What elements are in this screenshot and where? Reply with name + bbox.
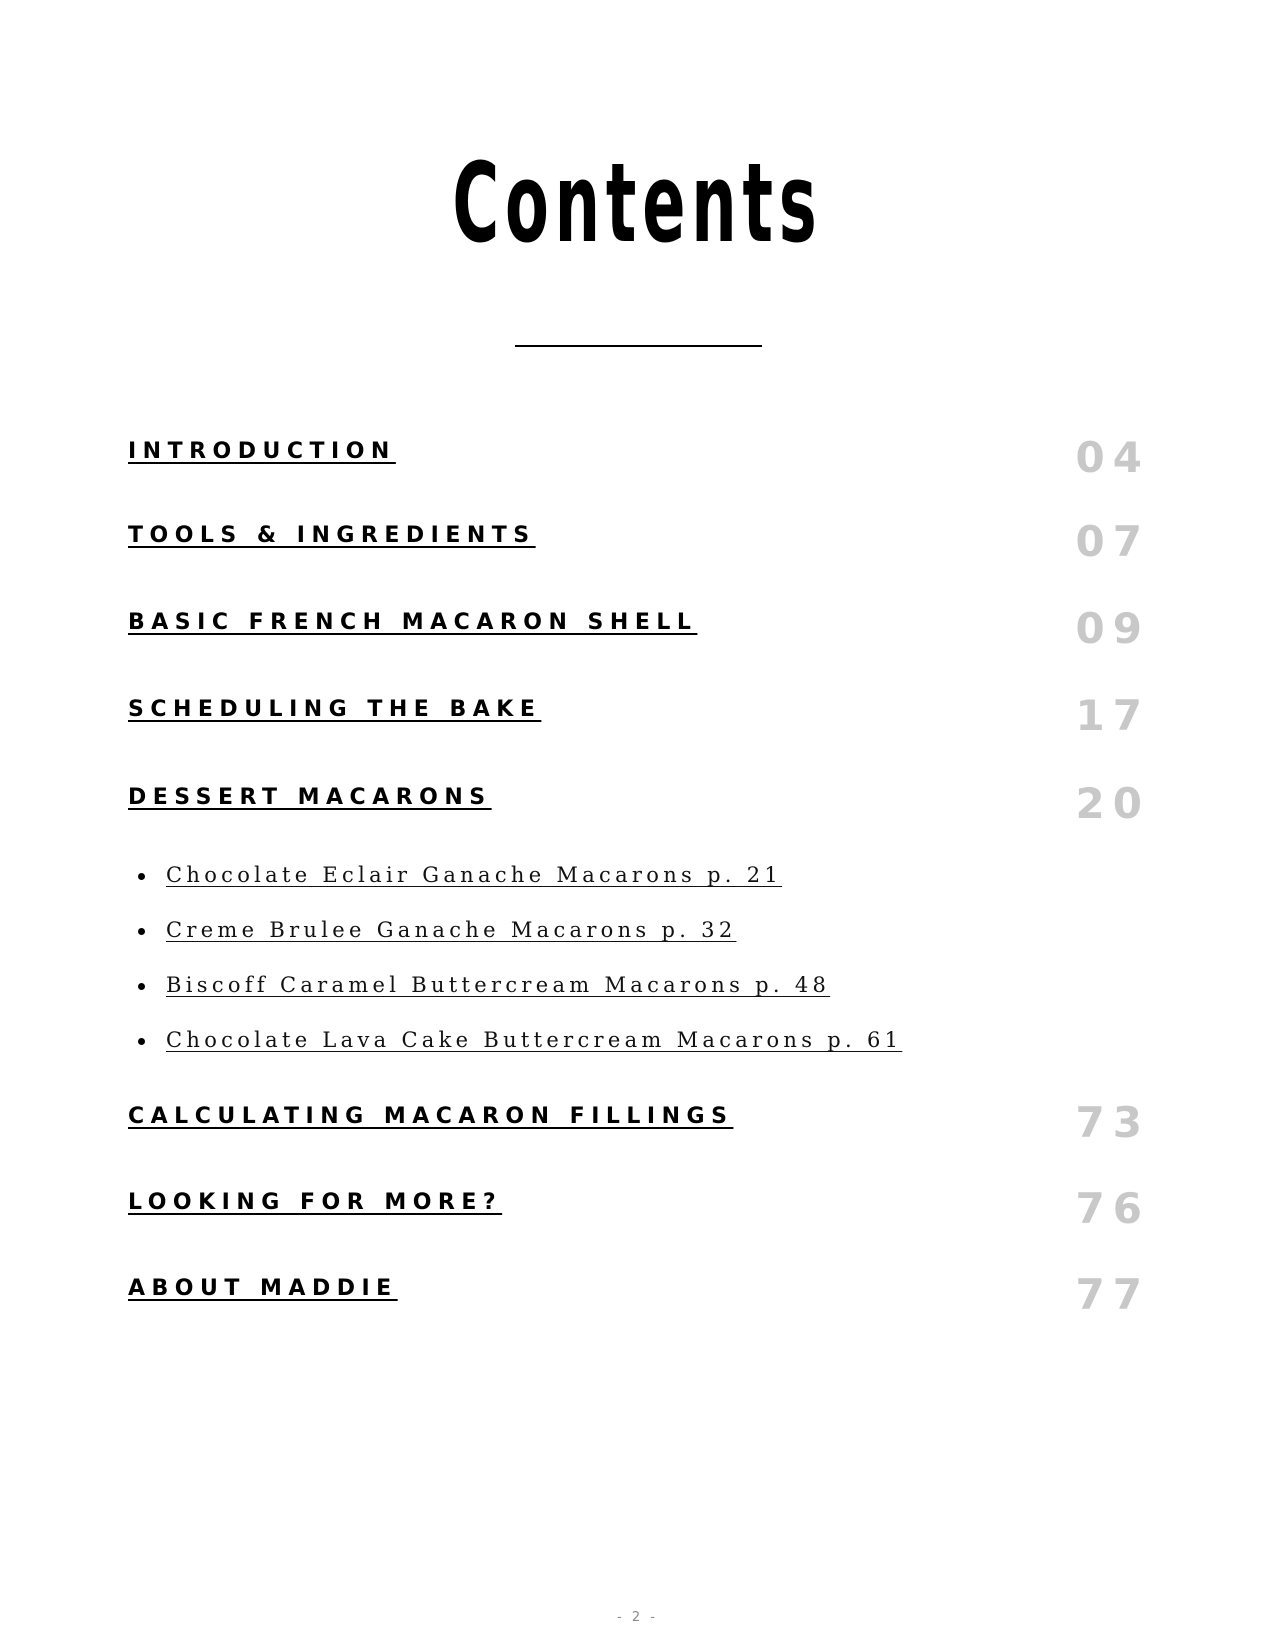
toc-link-basic-shell[interactable]: BASIC FRENCH MACARON SHELL xyxy=(128,610,698,635)
title-divider xyxy=(515,345,762,347)
recipe-link[interactable]: Biscoff Caramel Buttercream Macarons p. 48 xyxy=(166,973,831,997)
toc-entry-scheduling xyxy=(0,691,1275,746)
toc-link-dessert-macarons[interactable]: DESSERT MACARONS xyxy=(128,785,492,810)
toc-page-number: 04 xyxy=(1075,433,1150,482)
bullet-icon xyxy=(138,928,145,935)
toc-entry-basic-shell xyxy=(0,604,1275,659)
toc-entry-introduction xyxy=(0,433,1275,488)
page-number-footer: - 2 - xyxy=(617,1610,658,1625)
toc-page-number: 76 xyxy=(1075,1184,1150,1233)
bullet-icon xyxy=(138,873,145,880)
toc-link-scheduling[interactable]: SCHEDULING THE BAKE xyxy=(128,697,542,722)
page-title: Contents xyxy=(452,139,823,267)
toc-entry-dessert-macarons xyxy=(0,779,1275,834)
bullet-icon xyxy=(138,983,145,990)
toc-page-number: 73 xyxy=(1075,1098,1150,1147)
recipe-link[interactable]: Creme Brulee Ganache Macarons p. 32 xyxy=(166,918,737,942)
recipe-link[interactable]: Chocolate Eclair Ganache Macarons p. 21 xyxy=(166,863,783,887)
toc-link-about-maddie[interactable]: ABOUT MADDIE xyxy=(128,1276,398,1301)
toc-link-looking-for-more[interactable]: LOOKING FOR MORE? xyxy=(128,1190,503,1215)
toc-page-number: 20 xyxy=(1075,779,1150,828)
toc-entry-about-maddie xyxy=(0,1270,1275,1325)
toc-page-number: 07 xyxy=(1075,517,1150,566)
toc-page-number: 09 xyxy=(1075,604,1150,653)
toc-page-number: 17 xyxy=(1075,691,1150,740)
toc-link-calculating-fillings[interactable]: CALCULATING MACARON FILLINGS xyxy=(128,1104,734,1129)
toc-entry-calculating-fillings xyxy=(0,1098,1275,1153)
toc-link-introduction[interactable]: INTRODUCTION xyxy=(128,439,396,464)
toc-link-tools-ingredients[interactable]: TOOLS & INGREDIENTS xyxy=(128,523,536,548)
recipe-link[interactable]: Chocolate Lava Cake Buttercream Macarons p. 61 xyxy=(166,1028,903,1052)
toc-entry-tools-ingredients xyxy=(0,517,1275,572)
toc-page-number: 77 xyxy=(1075,1270,1150,1319)
bullet-icon xyxy=(138,1038,145,1045)
toc-entry-looking-for-more xyxy=(0,1184,1275,1239)
